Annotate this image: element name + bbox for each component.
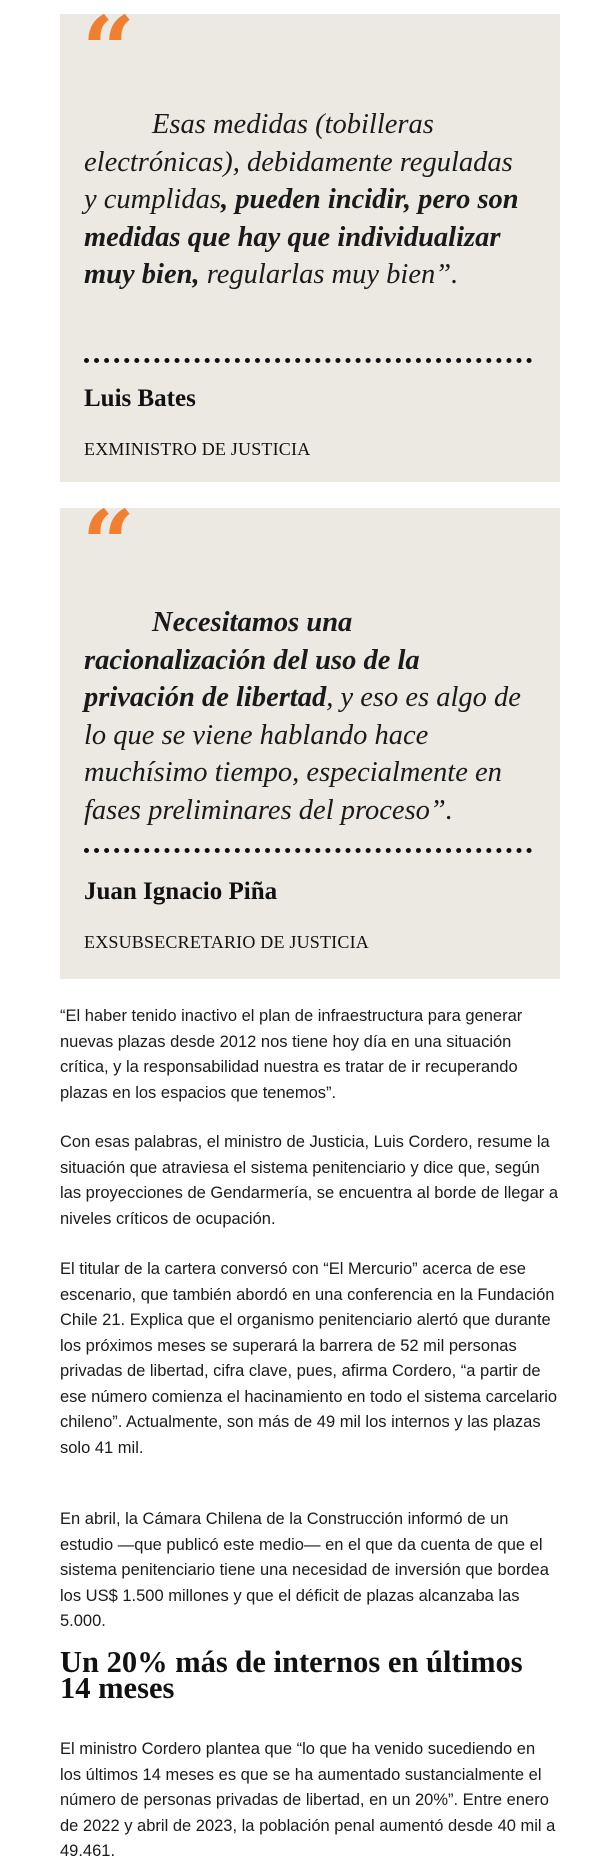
quote-author-role: EXMINISTRO DE JUSTICIA <box>84 439 311 459</box>
quote-text-part: Esas medidas (tobilleras electrónicas), debidamente reguladas y cumplidas <box>84 109 513 215</box>
quote-text <box>84 106 524 294</box>
quote-text-emphasis: , pueden incidir, pero son medidas que hay que individualizar muy bien, <box>84 184 519 290</box>
article-subheading: Un 20% más de internos en últimos 14 meses <box>60 1645 523 1705</box>
article-paragraph: Con esas palabras, el ministro de Justicia, Luis Cordero, resume la situación que atraviesa el sistema penitenciario y dice que, según las proyecciones de Gendarmería, se encuentra al borde de llegar a niveles críticos de ocupación. <box>60 1133 559 1228</box>
quote-author: Juan Ignacio Piña <box>84 878 278 905</box>
article-paragraph: El ministro Cordero plantea que “lo que ha venido sucediendo en los últimos 14 meses es que se ha aumentado sustancialmente el número de personas privadas de libertad, en un 20%”. Entre enero de 2022 y abril de 2023, la población penal aumentó desde 40 mil a 49.461. <box>60 1740 556 1860</box>
article-paragraph: “El haber tenido inactivo el plan de infraestructura para generar nuevas plazas desde 2012 nos tiene hoy día en una situación crítica, y la responsabilidad nuestra es tratar de ir recuperando plazas en los espacios que tenemos”. <box>60 1007 523 1102</box>
article-paragraph: El titular de la cartera conversó con “El Mercurio” acerca de ese escenario, que también abordó en una conferencia en la Fundación Chile 21. Explica que el organismo penitenciario alertó que durante los próximos meses se superará la barrera de 52 mil personas privadas de libertad, cifra clave, pues, afirma Cordero, “a partir de ese número comienza el hacinamiento en todo el sistema carcelario chileno”. Actualmente, son más de 49 mil los internos y las plazas solo 41 mil. <box>60 1260 558 1457</box>
article-paragraph: En abril, la Cámara Chilena de la Construcción informó de un estudio —que publicó este medio— en el que da cuenta de que el sistema penitenciario tiene una necesidad de inversión que bordea los US$ 1.500 millones y que el déficit de plazas alcanzaba las 5.000. <box>60 1510 549 1630</box>
pull-quote-juan-ignacio-pina <box>60 490 560 979</box>
quote-text-part: regularlas muy bien”. <box>199 259 459 290</box>
dotted-divider <box>84 358 532 363</box>
quote-text-emphasis: Necesitamos una racionalización del uso de la privación de libertad <box>84 607 420 713</box>
quote-author-role: EXSUBSECRETARIO DE JUSTICIA <box>84 932 369 952</box>
quotation-mark-icon: “ <box>82 490 135 598</box>
quote-text <box>84 604 524 829</box>
quotation-mark-icon: “ <box>82 0 135 104</box>
quote-author: Luis Bates <box>84 385 196 412</box>
dotted-divider <box>84 848 532 853</box>
quote-text-part: , y eso es algo de lo que se viene hablando hace muchísimo tiempo, especialmente en fases preliminares del proceso”. <box>84 682 521 826</box>
pull-quote-luis-bates <box>60 0 560 482</box>
